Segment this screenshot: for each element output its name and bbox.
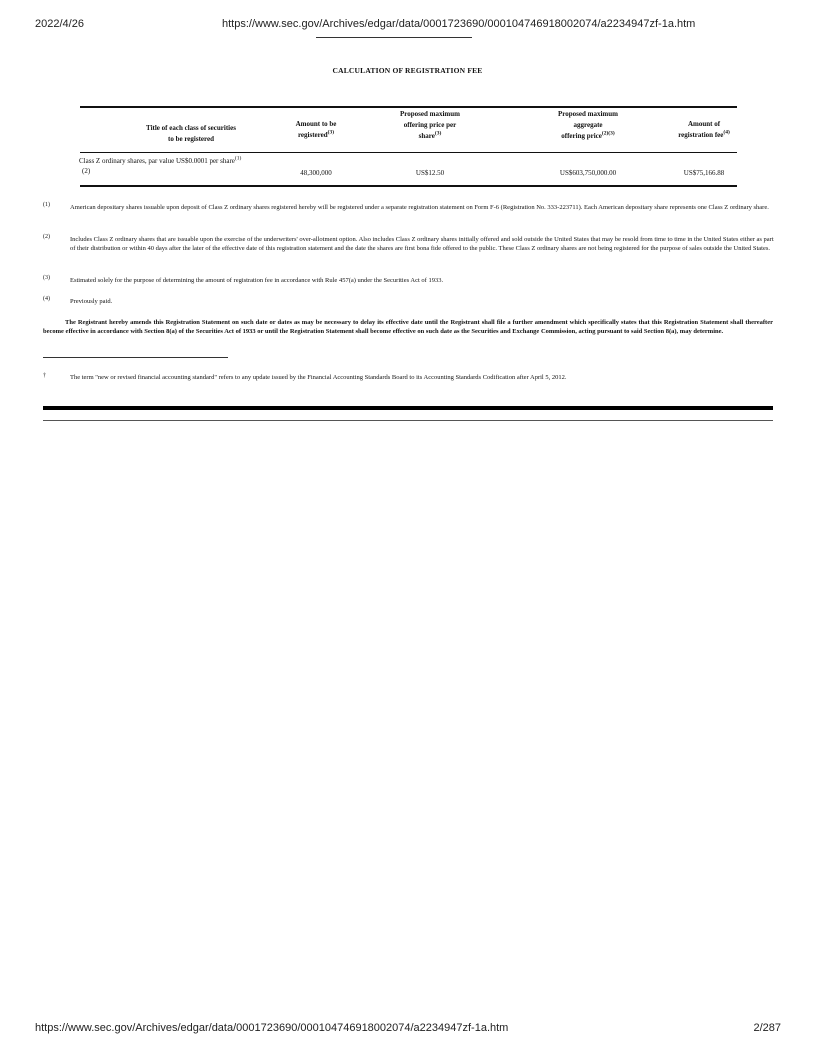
header-line: Proposed maximum <box>558 110 618 118</box>
table-cell-fee: US$75,166.88 <box>683 169 725 177</box>
header-price-per-share <box>370 109 490 142</box>
footnote-mark: (3) <box>43 275 50 281</box>
header-line: to be registered <box>167 135 214 143</box>
header-line: Amount to be <box>295 120 337 128</box>
footnote-mark: (4) <box>43 296 50 302</box>
header-line: offering price per <box>403 121 457 129</box>
header-registration-fee <box>654 119 754 141</box>
footnote-ref: (4) <box>723 129 730 136</box>
footnote-text: American depositary shares issuable upon deposit of Class Z ordinary shares registered hereby will be registered under a separate registration statement on Form F-6 (Registration No. 333-223711). Each American depositary share represents one Class Z ordinary share. <box>70 204 769 211</box>
table-header-rule <box>80 152 737 153</box>
row-title-footnote: (2) <box>82 167 91 175</box>
header-line: Proposed maximum <box>400 110 460 118</box>
dagger-mark: † <box>43 373 46 379</box>
table-top-rule <box>80 106 737 108</box>
header-line <box>654 130 754 141</box>
table-cell-price: US$12.50 <box>415 169 445 177</box>
header-text: registration fee <box>678 131 724 139</box>
header-line <box>276 130 356 141</box>
table-cell-aggregate: US$603,750,000.00 <box>559 169 617 177</box>
page-break-thin-rule <box>43 420 773 421</box>
footnote-ref: (3) <box>327 129 335 136</box>
row-title-text: Class Z ordinary shares, par value US$0.0001 per share <box>79 157 235 165</box>
header-amount-registered <box>276 119 356 141</box>
page-url-header[interactable]: https://www.sec.gov/Archives/edgar/data/0001723690/000104746918002074/a2234947zf-1a.htm <box>222 18 696 30</box>
header-divider <box>316 37 472 38</box>
footnote-text: Previously paid. <box>70 298 113 305</box>
footnote-mark: (1) <box>43 202 50 208</box>
header-line: aggregate <box>573 121 603 129</box>
table-bottom-rule <box>80 185 737 187</box>
header-line <box>370 131 490 142</box>
delaying-amendment-paragraph: The Registrant hereby amends this Registration Statement on such date or dates as may be necessary to delay its effective date until the Registrant shall file a further amendment which specifically states that this Registration Statement shall thereafter become effective in accordance with Section 8(a) of the Securities Act of 1933 or until the Registration Statement shall become effective on such date as the Securities and Exchange Commission, acting pursuant to said Section 8(a), may determine. <box>43 319 773 335</box>
header-line: Amount of <box>687 120 721 128</box>
page-title: CALCULATION OF REGISTRATION FEE <box>332 66 483 75</box>
table-cell-amount: 48,300,000 <box>300 169 332 177</box>
header-aggregate-price <box>538 109 638 142</box>
header-title-of-securities <box>95 123 287 145</box>
footnote-mark: (2) <box>43 234 50 240</box>
row-title-line <box>79 156 289 166</box>
footnote-text: Includes Class Z ordinary shares that are issuable upon the exercise of the underwriters' over-allotment option. Also includes Class Z ordinary shares initially offered and sold outside the United States that may be resold from time to time in the United States either as part of their distribution or within 40 days after the later of the effective date of this registration statement and the date the shares are first bona fide offered to the public. These Class Z ordinary shares are not being registered for the purpose of sales outside the United States. <box>70 236 774 252</box>
header-text: registered <box>297 131 328 139</box>
footnote-ref: (3) <box>434 130 442 137</box>
page-number: 2/287 <box>753 1022 781 1034</box>
print-date: 2022/4/26 <box>35 18 84 30</box>
header-line: Title of each class of securities <box>146 124 236 132</box>
footnote-ref: (2)(3) <box>601 130 615 137</box>
footnote-ref: (1) <box>234 155 242 162</box>
header-line <box>538 131 638 142</box>
header-text: share <box>418 132 435 140</box>
header-text: offering price <box>561 132 602 140</box>
page-break-thick-rule <box>43 406 773 410</box>
footnote-separator <box>43 357 228 358</box>
page-url-footer[interactable]: https://www.sec.gov/Archives/edgar/data/0001723690/000104746918002074/a2234947zf-1a.htm <box>35 1022 509 1034</box>
footnote-text: Estimated solely for the purpose of determining the amount of registration fee in accordance with Rule 457(a) under the Securities Act of 1933. <box>70 277 444 284</box>
table-row-title <box>79 156 289 176</box>
footnote-text: The term "new or revised financial accounting standard" refers to any update issued by the Financial Accounting Standards Board to its Accounting Standards Codification after April 5, 2012. <box>70 374 567 381</box>
